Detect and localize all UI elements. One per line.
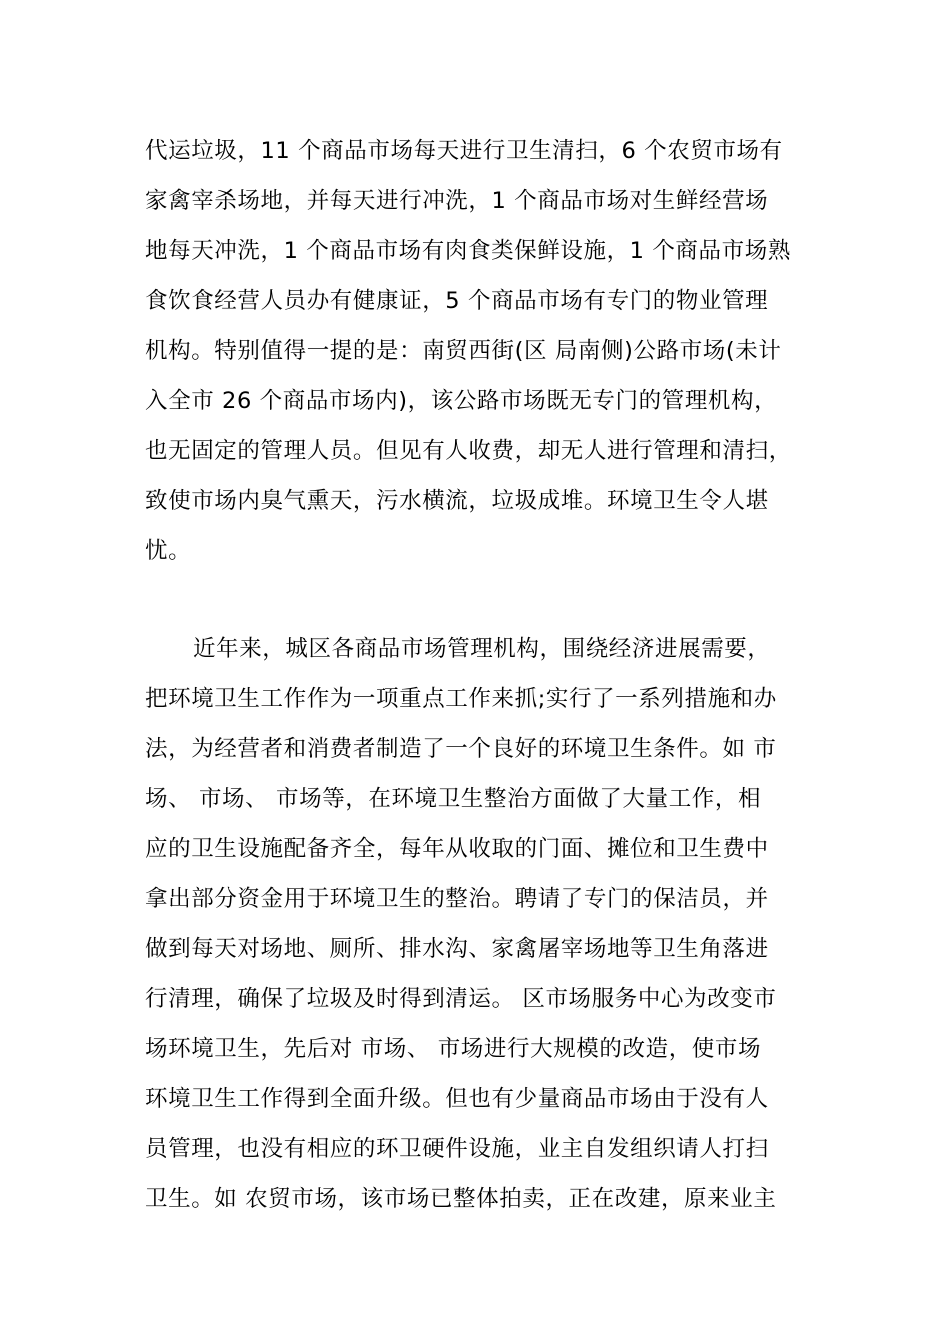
paragraph-2-line-12: 卫生。如 农贸市场，该市场已整体拍卖，正在改建，原来业主 <box>145 1186 777 1212</box>
paragraph-2-line-1: 近年来，城区各商品市场管理机构，围绕经济进展需要， <box>193 636 771 662</box>
paragraph-2-line-5: 应的卫生设施配备齐全，每年从收取的门面、摊位和卫生费中 <box>145 836 769 862</box>
paragraph-2-line-2: 把环境卫生工作作为一项重点工作来抓;实行了一系列措施和办 <box>145 686 777 712</box>
paragraph-1-line-6: 入全市 26 个商品市场内)，该公路市场既无专门的管理机构， <box>145 388 778 414</box>
paragraph-2-line-6: 拿出部分资金用于环境卫生的整治。聘请了专门的保洁员，并 <box>145 886 769 912</box>
paragraph-1-line-8: 致使市场内臭气熏天，污水横流，垃圾成堆。环境卫生令人堪 <box>145 488 769 514</box>
paragraph-2-line-11: 员管理，也没有相应的环卫硬件设施，业主自发组织请人打扫 <box>145 1136 769 1162</box>
paragraph-2-line-10: 环境卫生工作得到全面升级。但也有少量商品市场由于没有人 <box>145 1086 769 1112</box>
paragraph-1-line-5: 机构。特别值得一提的是：南贸西街(区 局南侧)公路市场(未计 <box>145 338 782 364</box>
paragraph-1-line-7: 也无固定的管理人员。但见有人收费，却无人进行管理和清扫， <box>145 438 792 464</box>
paragraph-2-line-8: 行清理，确保了垃圾及时得到清运。 区市场服务中心为改变市 <box>145 986 777 1012</box>
paragraph-1-line-9: 忧。 <box>145 538 192 564</box>
paragraph-1-line-2: 家禽宰杀场地，并每天进行冲洗，1 个商品市场对生鲜经营场 <box>145 188 769 214</box>
paragraph-1-line-3: 地每天冲洗，1 个商品市场有肉食类保鲜设施，1 个商品市场熟 <box>145 238 791 264</box>
paragraph-2-line-4: 场、 市场、 市场等，在环境卫生整治方面做了大量工作，相 <box>145 786 762 812</box>
paragraph-1-line-1: 代运垃圾，11 个商品市场每天进行卫生清扫，6 个农贸市场有 <box>145 138 783 164</box>
paragraph-2-line-3: 法，为经营者和消费者制造了一个良好的环境卫生条件。如 市 <box>145 736 777 762</box>
paragraph-2-line-7: 做到每天对场地、厕所、排水沟、家禽屠宰场地等卫生角落进 <box>145 936 769 962</box>
paragraph-2-line-9: 场环境卫生，先后对 市场、 市场进行大规模的改造，使市场 <box>145 1036 762 1062</box>
paragraph-1-line-4: 食饮食经营人员办有健康证，5 个商品市场有专门的物业管理 <box>145 288 769 314</box>
